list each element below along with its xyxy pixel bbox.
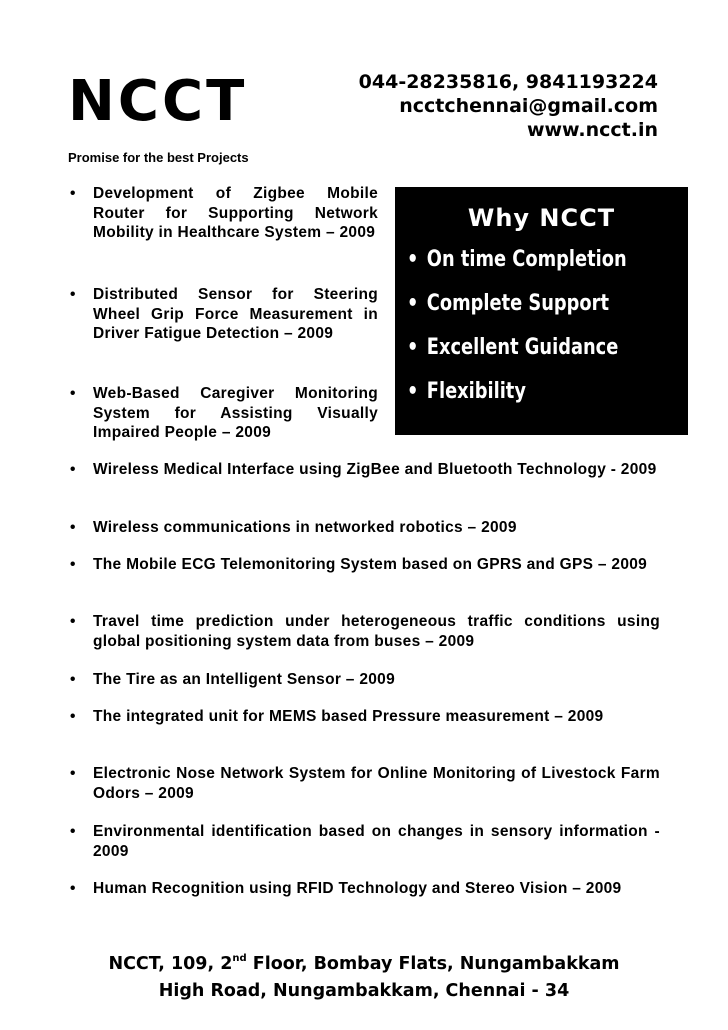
project-title: The Mobile ECG Telemonitoring System based on GPRS and GPS – 2009: [93, 556, 648, 573]
address-part: Floor, Bombay Flats, Nungambakkam: [246, 954, 620, 974]
bullet-icon: •: [70, 556, 76, 573]
ordinal-suffix: nd: [232, 953, 247, 964]
project-title: Distributed Sensor for Steering Wheel Grip Force Measurement in Driver Fatigue Detection – 2009: [93, 286, 378, 342]
project-title: The integrated unit for MEMS based Pressure measurement – 2009: [93, 708, 604, 725]
bullet-icon: •: [70, 286, 76, 303]
bullet-icon: •: [70, 671, 76, 688]
website-url: www.ncct.in: [526, 119, 658, 141]
address-line-2: High Road, Nungambakkam, Chennai - 34: [158, 981, 570, 1001]
tagline: Promise for the best Projects: [68, 150, 249, 165]
project-item: [70, 555, 660, 575]
project-item: [70, 285, 378, 344]
bullet-icon: •: [70, 823, 76, 840]
project-title: The Tire as an Intelligent Sensor – 2009: [93, 671, 396, 688]
bullet-icon: •: [407, 247, 419, 272]
why-item-label: Flexibility: [426, 379, 526, 404]
why-item: [407, 247, 627, 272]
project-title: Wireless communications in networked robotics – 2009: [93, 519, 517, 536]
project-item: [70, 460, 660, 480]
why-item: [407, 291, 609, 316]
project-item: [70, 670, 660, 690]
bullet-icon: •: [70, 519, 76, 536]
bullet-icon: •: [70, 880, 76, 897]
bullet-icon: •: [70, 613, 76, 630]
project-title: Electronic Nose Network System for Online Monitoring of Livestock Farm Odors – 2009: [93, 765, 660, 802]
bullet-icon: •: [70, 461, 76, 478]
bullet-icon: •: [70, 385, 76, 402]
address-line-1: [0, 945, 728, 978]
why-item: [407, 335, 618, 360]
bullet-icon: •: [70, 185, 76, 202]
project-title: Wireless Medical Interface using ZigBee and Bluetooth Technology - 2009: [93, 461, 657, 478]
why-ncct-box: [395, 187, 688, 435]
why-item: [407, 379, 526, 404]
project-item: [70, 879, 660, 899]
why-ncct-title: Why NCCT: [467, 204, 616, 232]
project-title: Human Recognition using RFID Technology and Stereo Vision – 2009: [93, 880, 622, 897]
project-item: [70, 822, 660, 861]
project-item: [70, 518, 660, 538]
bullet-icon: •: [70, 765, 76, 782]
footer-address: [0, 945, 728, 1005]
bullet-icon: •: [407, 335, 419, 360]
project-item: [70, 707, 660, 727]
project-title: Web-Based Caregiver Monitoring System for Assisting Visually Impaired People – 2009: [93, 385, 378, 441]
phone-numbers: 044-28235816, 9841193224: [358, 71, 658, 93]
bullet-icon: •: [70, 708, 76, 725]
project-item: [70, 384, 378, 443]
why-item-label: Excellent Guidance: [426, 335, 619, 360]
why-item-label: On time Completion: [426, 247, 627, 272]
ncct-logo: NCCT: [68, 69, 248, 134]
bullet-icon: •: [407, 291, 419, 316]
project-title: Travel time prediction under heterogeneous traffic conditions using global positioning system data from buses – 2009: [93, 613, 660, 650]
address-part: NCCT, 109, 2: [108, 954, 233, 974]
email-address: ncctchennai@gmail.com: [399, 95, 658, 117]
project-item: [70, 612, 660, 651]
why-item-label: Complete Support: [426, 291, 609, 316]
contact-block: [359, 70, 658, 142]
bullet-icon: •: [407, 379, 419, 404]
project-item: [70, 764, 660, 803]
project-item: [70, 184, 378, 243]
project-title: Environmental identification based on changes in sensory information - 2009: [93, 823, 660, 860]
project-title: Development of Zigbee Mobile Router for Supporting Network Mobility in Healthcare System – 2009: [93, 185, 378, 241]
